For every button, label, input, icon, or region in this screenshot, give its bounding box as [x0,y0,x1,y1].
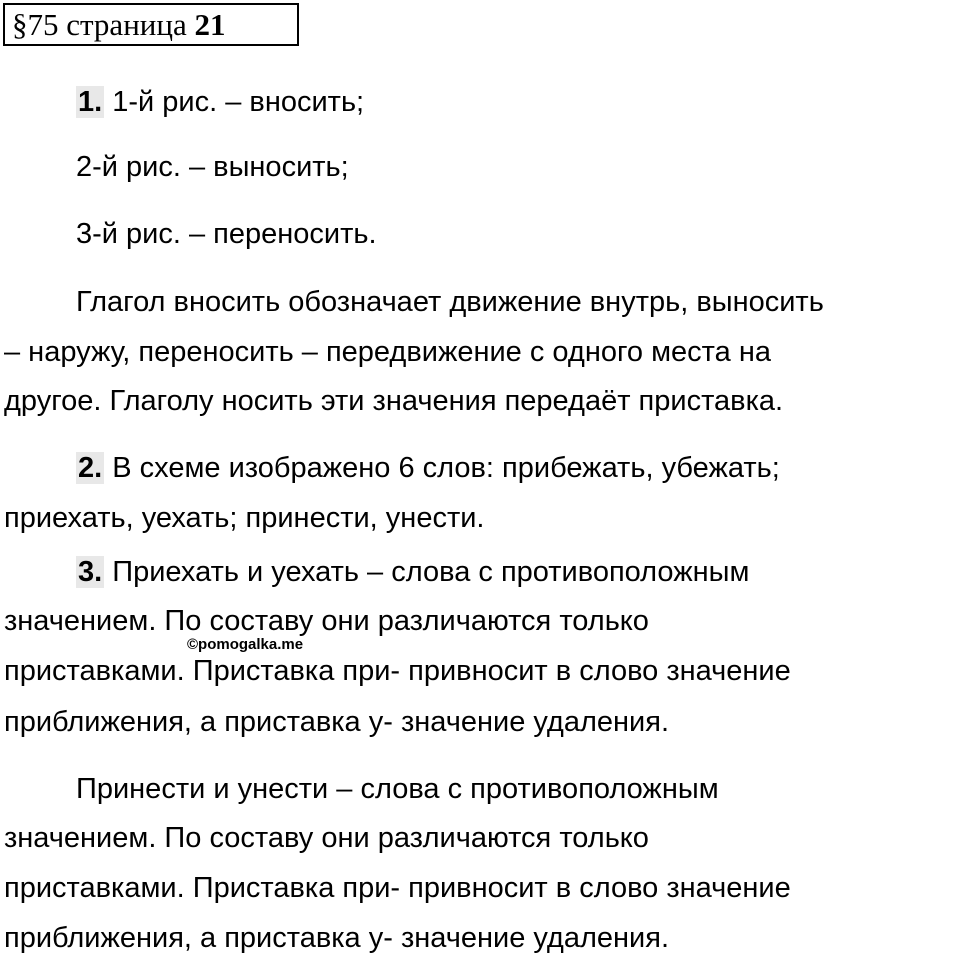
ex2-line-2: приехать, уехать; принести, унести. [4,502,485,534]
ex3-paragraph2-line-2: значением. По составу они различаются только [4,822,649,854]
ex3-paragraph2-line-4: приближения, а приставка у- значение удаления. [4,922,670,954]
ex1-line-3: 3-й рис. – переносить. [76,218,377,250]
ex1-line-2: 2-й рис. – выносить; [76,151,349,183]
ex3-line-4: приближения, а приставка у- значение удаления. [4,706,670,738]
ex2-number: 2. [78,452,103,484]
ex3-line-3: приставками. Приставка при- привносит в слово значение [4,655,791,687]
ex1-number: 1. [78,86,103,118]
ex3-paragraph2-line-1: Принести и унести – слова с противоположным [76,773,719,805]
section-number: §75 [12,7,59,42]
ex2-line-1 [76,448,780,488]
ex1-line-1-text: 1-й рис. – вносить; [112,86,365,118]
page-word: страница [66,7,187,42]
ex3-line-2: значением. По составу они различаются только [4,605,649,637]
ex1-line-1 [76,82,364,122]
page-number: 21 [194,7,226,42]
ex3-number: 3. [78,556,103,588]
ex3-line-1-text: Приехать и уехать – слова с противоположным [112,556,750,588]
ex1-paragraph-line-2: – наружу, переносить – передвижение с одного места на [4,336,771,368]
ex3-paragraph2-line-3: приставками. Приставка при- привносит в слово значение [4,872,791,904]
page-header [3,3,299,46]
watermark: ©pomogalka.me [187,636,304,653]
ex1-paragraph-line-3: другое. Глаголу носить эти значения передаёт приставка. [4,385,784,417]
ex1-paragraph-line-1: Глагол вносить обозначает движение внутрь, выносить [76,286,824,318]
ex3-line-1 [76,552,749,592]
ex2-line-1-text: В схеме изображено 6 слов: прибежать, убежать; [112,452,780,484]
